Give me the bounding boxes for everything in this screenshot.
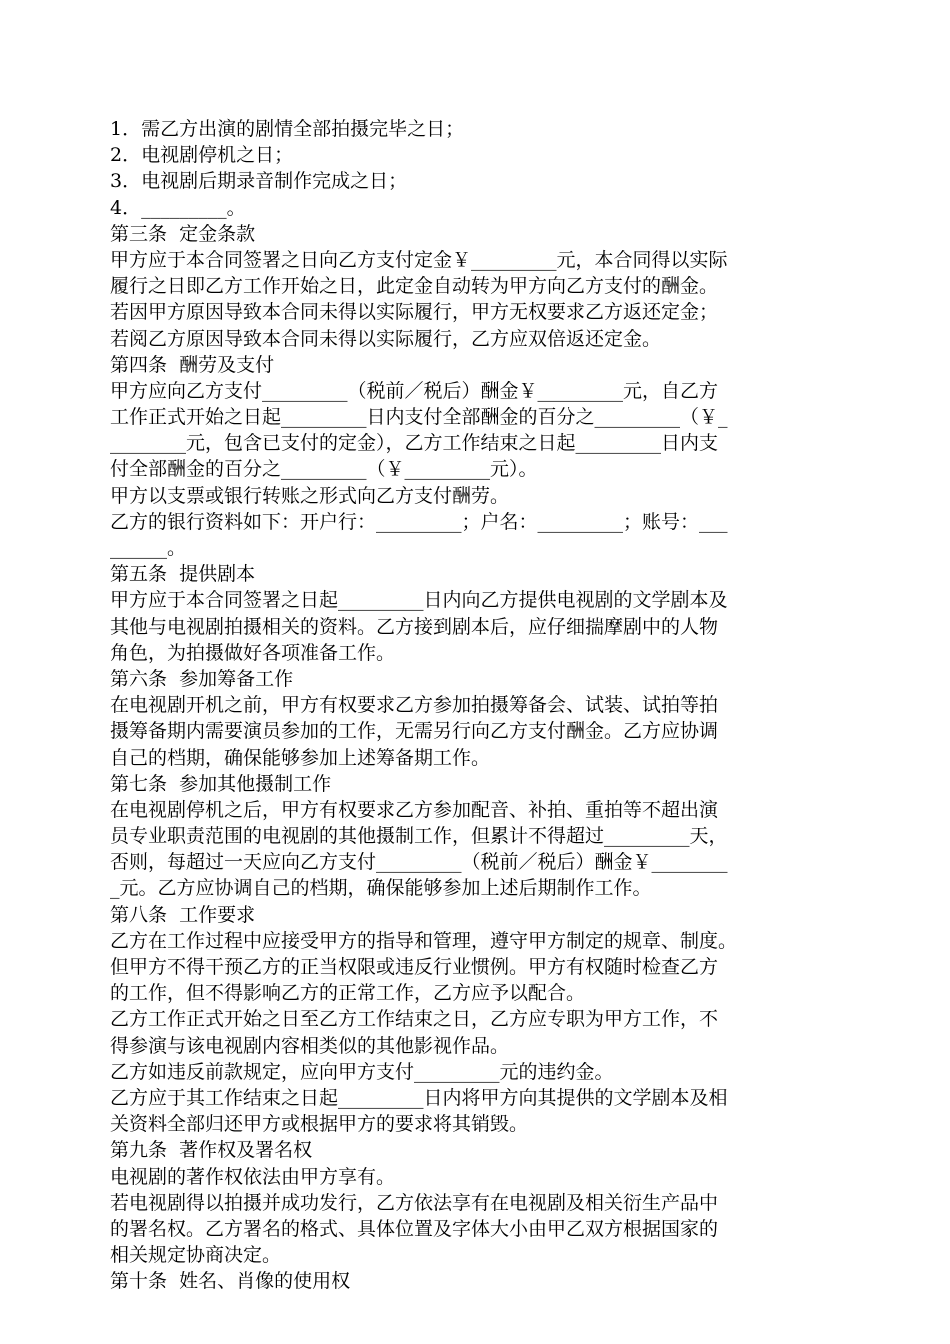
text-line: 履行之日即乙方工作开始之日，此定金自动转为甲方向乙方支付的酬金。 <box>110 275 719 298</box>
section-heading: 第七条 参加其他摄制工作 <box>110 772 332 795</box>
text-line: 相关规定协商决定。 <box>110 1244 282 1267</box>
text-line: ______。 <box>110 537 187 559</box>
text-line: 4．_________。 <box>110 196 246 219</box>
text-line: ________元，包含已支付的定金），乙方工作结束之日起_________日内支 <box>110 432 719 455</box>
text-line: 自己的档期，确保能够参加上述筹备期工作。 <box>110 746 491 769</box>
text-line: 员专业职责范围的电视剧的其他摄制工作，但累计不得超过_________天， <box>110 825 728 848</box>
text-line: 2．电视剧停机之日； <box>110 144 294 167</box>
text-line: 的署名权。乙方署名的格式、具体位置及字体大小由甲乙双方根据国家的 <box>110 1217 719 1240</box>
section-heading: 第六条 参加筹备工作 <box>110 667 294 690</box>
text-line: 甲方以支票或银行转账之形式向乙方支付酬劳。 <box>110 484 510 507</box>
text-line: 工作正式开始之日起_________日内支付全部酬金的百分之_________（￥_ <box>110 406 728 429</box>
text-line: 若电视剧得以拍摄并成功发行，乙方依法享有在电视剧及相关衍生产品中 <box>110 1191 719 1214</box>
text-line: 甲方应于本合同签署之日向乙方支付定金￥_________元，本合同得以实际 <box>110 248 728 271</box>
text-line: 若阅乙方原因导致本合同未得以实际履行，乙方应双倍返还定金。 <box>110 327 662 350</box>
text-line: 乙方工作正式开始之日至乙方工作结束之日，乙方应专职为甲方工作，不 <box>110 1008 719 1031</box>
text-line: 3．电视剧后期录音制作完成之日； <box>110 170 408 193</box>
contract-page <box>110 116 845 1294</box>
text-line: 甲方应向乙方支付_________（税前／税后）酬金￥_________元，自乙方 <box>110 379 719 402</box>
text-line: 乙方应于其工作结束之日起_________日内将甲方向其提供的文学剧本及相 <box>110 1086 728 1109</box>
text-line: 摄筹备期内需要演员参加的工作，无需另行向乙方支付酬金。乙方应协调 <box>110 720 719 743</box>
section-heading: 第十条 姓名、肖像的使用权 <box>110 1270 351 1293</box>
text-line: 但甲方不得干预乙方的正当权限或违反行业惯例。甲方有权随时检查乙方 <box>110 956 719 978</box>
text-line: 乙方如违反前款规定，应向甲方支付_________元的违约金。 <box>110 1060 614 1083</box>
text-line: 否则，每超过一天应向乙方支付_________（税前／税后）酬金￥________ <box>110 851 728 874</box>
text-line: 在电视剧停机之后，甲方有权要求乙方参加配音、补拍、重拍等不超出演 <box>110 798 719 821</box>
section-heading: 第五条 提供剧本 <box>110 563 256 586</box>
text-line: _元。乙方应协调自己的档期，确保能够参加上述后期制作工作。 <box>110 877 652 900</box>
text-line: 得参演与该电视剧内容相类似的其他影视作品。 <box>110 1034 510 1057</box>
section-heading: 第三条 定金条款 <box>110 222 256 245</box>
text-line: 在电视剧开机之前，甲方有权要求乙方参加拍摄筹备会、试装、试拍等拍 <box>110 694 719 717</box>
text-line: 乙方的银行资料如下：开户行：_________；户名：_________；账号：___ <box>110 510 728 533</box>
text-line: 1．需乙方出演的剧情全部拍摄完毕之日； <box>110 118 465 140</box>
text-line: 电视剧的著作权依法由甲方享有。 <box>110 1165 396 1188</box>
section-heading: 第四条 酬劳及支付 <box>110 353 275 376</box>
text-line: 若因甲方原因导致本合同未得以实际履行，甲方无权要求乙方返还定金； <box>110 301 719 324</box>
text-line: 关资料全部归还甲方或根据甲方的要求将其销毁。 <box>110 1113 529 1136</box>
text-line: 乙方在工作过程中应接受甲方的指导和管理，遵守甲方制定的规章、制度。 <box>110 929 738 952</box>
text-line: 付全部酬金的百分之_________（￥_________元）。 <box>110 458 538 481</box>
text-line: 的工作，但不得影响乙方的正常工作，乙方应予以配合。 <box>110 982 586 1005</box>
section-heading: 第八条 工作要求 <box>110 903 256 926</box>
section-heading: 第九条 著作权及署名权 <box>110 1139 313 1162</box>
text-line: 甲方应于本合同签署之日起_________日内向乙方提供电视剧的文学剧本及 <box>110 589 728 612</box>
text-line: 其他与电视剧拍摄相关的资料。乙方接到剧本后，应仔细揣摩剧中的人物 <box>110 615 719 638</box>
text-line: 角色，为拍摄做好各项准备工作。 <box>110 641 396 664</box>
